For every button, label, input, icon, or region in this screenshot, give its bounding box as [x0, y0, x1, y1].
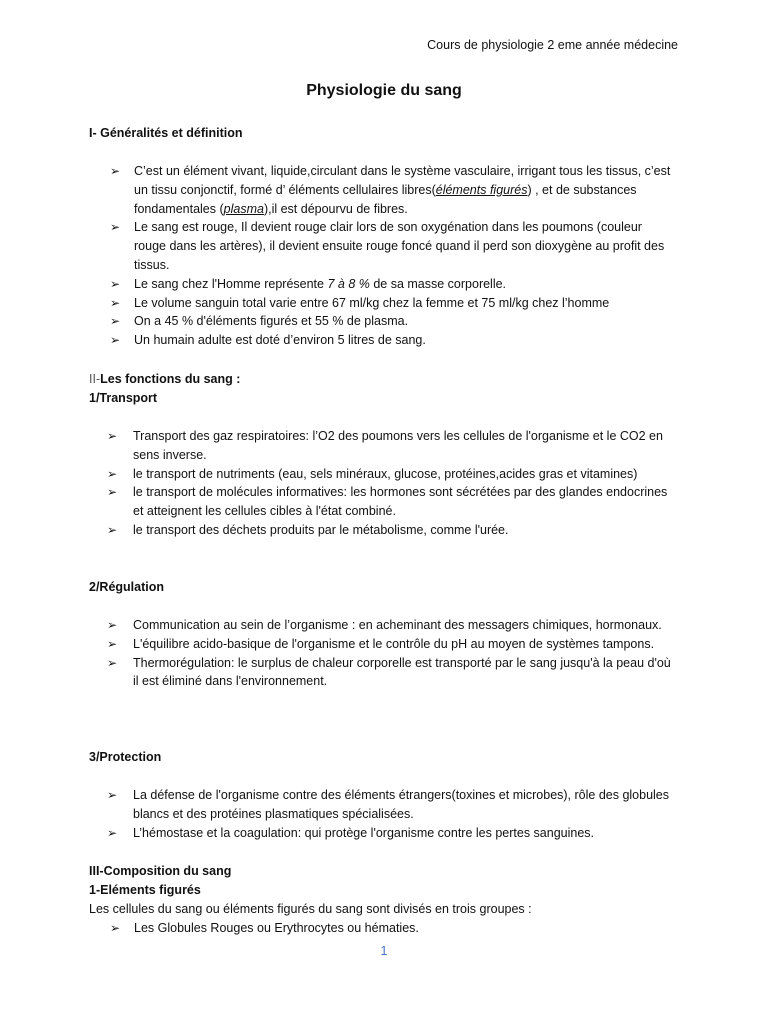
emphasis-text: éléments figurés: [435, 182, 528, 197]
section-1-list: [0, 162, 768, 350]
list-item: ➢ On a 45 % d'éléments figurés et 55 % de plasma.: [0, 312, 768, 331]
running-header: Cours de physiologie 2 eme année médecine: [427, 38, 678, 52]
transport-list: [0, 427, 768, 540]
arrow-bullet-icon: ➢: [110, 220, 121, 235]
emphasis-text: 7 à 8 %: [327, 276, 370, 291]
section-2-heading: II-Les fonctions du sang :: [89, 372, 241, 386]
list-item: ➢ le transport des déchets produits par le métabolisme, comme l'urée.: [0, 521, 768, 540]
list-item: ➢ Thermorégulation: le surplus de chaleur corporelle est transporté par le sang jusqu'à la peau d'où il est éliminé dans l'environnement.: [107, 655, 671, 689]
list-item: ➢ Les Globules Rouges ou Erythrocytes ou hématies.: [0, 919, 768, 938]
subsection-figured-elements-heading: 1-Eléments figurés: [89, 883, 201, 897]
list-item: ➢ C’est un élément vivant, liquide,circulant dans le système vasculaire, irrigant tous les tissus, c’est un tissu conjonctif, formé d’ éléments cellulaires libres(éléments figurés) , et de substances fondamentales (plasma),il est dépourvu de fibres.: [110, 164, 671, 216]
list-item: ➢ L'équilibre acido-basique de l'organisme et le contrôle du pH au moyen de systèmes tampons.: [0, 635, 768, 654]
arrow-bullet-icon: ➢: [107, 636, 118, 651]
arrow-bullet-icon: ➢: [110, 921, 121, 935]
arrow-bullet-icon: ➢: [107, 618, 118, 632]
arrow-bullet-icon: ➢: [110, 314, 121, 329]
list-item: ➢ le transport de molécules informatives: les hormones sont sécrétées par des glandes endocrines et atteignent les cellules cibles à l'état combiné.: [107, 485, 668, 519]
list-item: ➢ Transport des gaz respiratoires: l’O2 des poumons vers les cellules de l'organisme et le CO2 en sens inverse.: [107, 429, 663, 462]
subsection-regulation-heading: 2/Régulation: [89, 580, 165, 594]
list-item: ➢ Un humain adulte est doté d’environ 5 litres de sang.: [0, 331, 768, 350]
arrow-bullet-icon: ➢: [110, 276, 121, 291]
arrow-bullet-icon: ➢: [107, 825, 118, 840]
list-item: ➢ La défense de l'organisme contre des éléments étrangers(toxines et microbes), rôle des globules blancs et des protéines plasmatiques spécialisées.: [107, 788, 670, 821]
subsection-protection-heading: 3/Protection: [89, 750, 162, 764]
list-item: ➢ Le volume sanguin total varie entre 67 ml/kg chez la femme et 75 ml/kg chez l’homme: [0, 294, 768, 313]
arrow-bullet-icon: ➢: [107, 466, 118, 481]
arrow-bullet-icon: ➢: [110, 333, 121, 348]
arrow-bullet-icon: ➢: [107, 522, 118, 537]
page-number: 1: [380, 944, 388, 958]
arrow-bullet-icon: ➢: [107, 655, 118, 670]
regulation-list: [0, 616, 768, 691]
section-3-heading: III-Composition du sang: [89, 864, 232, 878]
arrow-bullet-icon: ➢: [107, 788, 118, 802]
list-item: ➢ Communication au sein de l’organisme : en acheminant des messagers chimiques, hormonaux.: [0, 616, 768, 635]
list-item: ➢ Le sang est rouge, Il devient rouge clair lors de son oxygénation dans les poumons (couleur rouge dans les artères), il devient ensuite rouge foncé quand il perd son dioxygène au profit des tissus.: [110, 220, 665, 272]
arrow-bullet-icon: ➢: [110, 295, 121, 310]
composition-list: [0, 919, 768, 938]
arrow-bullet-icon: ➢: [110, 164, 121, 178]
subsection-transport-heading: 1/Transport: [89, 391, 158, 405]
emphasis-text: plasma: [223, 201, 264, 216]
protection-list: [0, 786, 768, 842]
list-item: ➢ Le sang chez l'Homme représente 7 à 8 % de sa masse corporelle.: [0, 275, 768, 294]
section-1-heading: I- Généralités et définition: [89, 126, 243, 140]
page-title: Physiologie du sang: [306, 82, 462, 99]
arrow-bullet-icon: ➢: [107, 485, 118, 500]
list-item: ➢ L’hémostase et la coagulation: qui protège l'organisme contre les pertes sanguines.: [0, 824, 768, 843]
intro-paragraph: Les cellules du sang ou éléments figurés du sang sont divisés en trois groupes :: [89, 902, 532, 916]
arrow-bullet-icon: ➢: [107, 429, 118, 443]
list-item: ➢ le transport de nutriments (eau, sels minéraux, glucose, protéines,acides gras et vitamines): [0, 465, 768, 484]
